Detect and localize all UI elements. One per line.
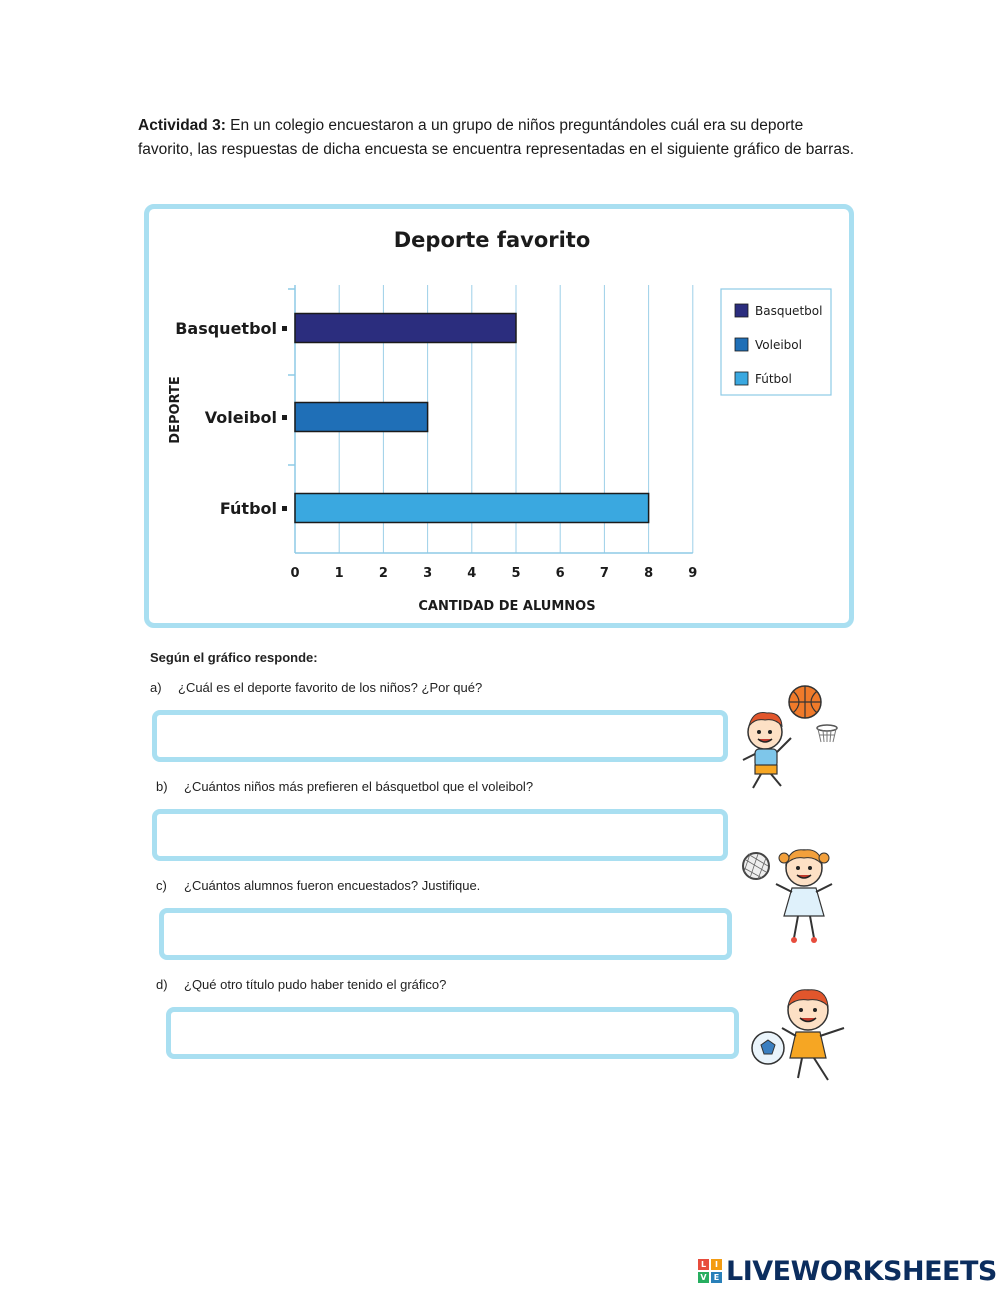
legend-label: Basquetbol [755,304,823,318]
questions-heading: Según el gráfico responde: [150,650,318,665]
category-label: Basquetbol [175,319,277,338]
basketball-kid-illustration [735,682,845,794]
logo-square: I [711,1259,722,1270]
category-marker [282,506,287,511]
activity-label: Actividad 3: [138,117,226,134]
x-tick-label: 6 [555,566,565,581]
category-label: Fútbol [219,499,277,518]
hoop-icon [817,725,837,742]
activity-text: En un colegio encuestaron a un grupo de niños preguntándoles cuál era su deporte favorito, las respuestas de dicha encuesta se encuentra representadas en el siguiente gráfico de barras. [138,117,855,158]
question-d-text: ¿Qué otro título pudo haber tenido el gráfico? [184,977,447,992]
legend [721,289,831,395]
bar-ftbol [295,494,649,523]
legend-swatch [735,304,748,317]
legend-label: Fútbol [755,372,792,386]
liveworksheets-logo [698,1254,997,1288]
x-tick-label: 0 [290,566,300,581]
question-d [156,977,446,992]
intro-paragraph [138,114,858,162]
question-b [156,779,533,794]
logo-square: L [698,1259,709,1270]
x-tick-label: 7 [599,566,609,581]
logo-squares [698,1259,722,1283]
tennis-kid-illustration [740,838,850,950]
logo-square: V [698,1272,709,1283]
tennis-racket-icon [743,853,769,879]
question-c-text: ¿Cuántos alumnos fueron encuestados? Justifique. [184,878,481,893]
answer-box-b[interactable] [152,809,728,861]
soccer-ball-icon [752,1032,784,1064]
x-tick-label: 2 [378,566,388,581]
answer-box-a[interactable] [152,710,728,762]
chart-frame [144,204,854,628]
x-ticks [290,566,697,581]
question-d-letter: d) [156,977,168,992]
x-tick-label: 9 [688,566,698,581]
answer-input-d[interactable] [171,1012,734,1054]
category-marker [282,415,287,420]
x-tick-label: 5 [511,566,521,581]
legend-swatch [735,338,748,351]
x-tick-label: 4 [467,566,477,581]
answer-input-b[interactable] [157,814,723,856]
y-axis-title: DEPORTE [168,376,183,444]
soccer-kid-illustration [748,984,852,1090]
question-b-letter: b) [156,779,168,794]
bar-basquetbol [295,314,516,343]
category-label: Voleibol [204,408,277,427]
logo-square: E [711,1272,722,1283]
answer-box-c[interactable] [159,908,732,960]
question-c [156,878,480,893]
x-tick-label: 3 [423,566,433,581]
question-a [150,680,482,695]
x-axis-title: CANTIDAD DE ALUMNOS [418,599,596,614]
answer-input-c[interactable] [164,913,727,955]
chart-title: Deporte favorito [393,228,591,252]
question-a-text: ¿Cuál es el deporte favorito de los niños? ¿Por qué? [178,680,483,695]
question-a-letter: a) [150,680,162,695]
bar-chart [149,209,849,623]
category-marker [282,326,287,331]
logo-text: LIVEWORKSHEETS [726,1255,997,1287]
answer-box-d[interactable] [166,1007,739,1059]
x-tick-label: 1 [334,566,344,581]
legend-swatch [735,372,748,385]
x-tick-label: 8 [644,566,654,581]
answer-input-a[interactable] [157,715,723,757]
question-c-letter: c) [156,878,167,893]
category-labels [175,319,287,518]
bar-voleibol [295,403,428,432]
question-b-text: ¿Cuántos niños más prefieren el básquetbol que el voleibol? [184,779,534,794]
legend-label: Voleibol [755,338,802,352]
